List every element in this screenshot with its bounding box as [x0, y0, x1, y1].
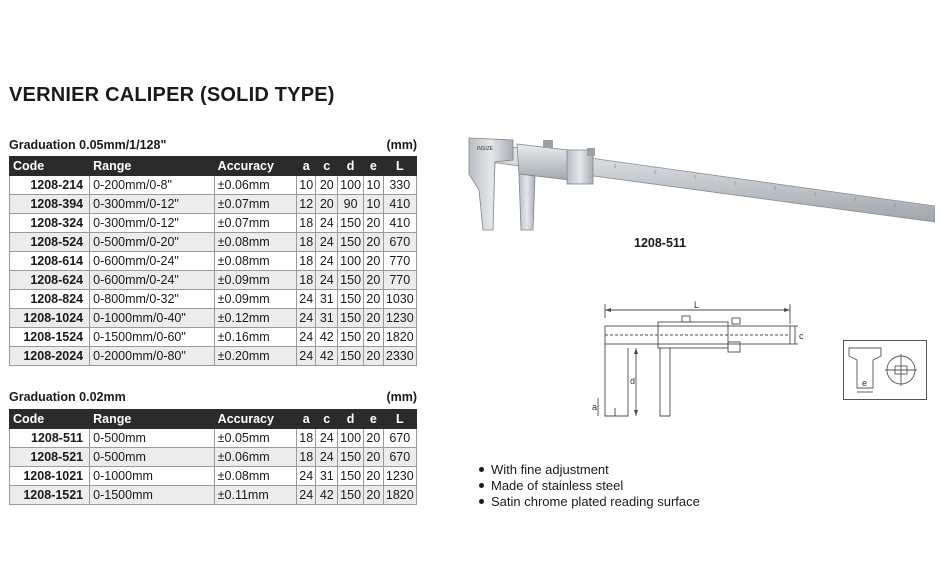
table-cell-code: 1208-1521 — [10, 486, 90, 505]
table-cell-c: 24 — [316, 214, 338, 233]
table-cell-code: 1208-511 — [10, 429, 90, 448]
table-row — [10, 467, 417, 486]
label-a: a — [592, 402, 598, 412]
table-cell-code: 1208-521 — [10, 448, 90, 467]
table-cell-d: 150 — [338, 486, 364, 505]
table-cell-a: 10 — [296, 176, 315, 195]
table-header-row — [10, 157, 417, 176]
label-e: e — [862, 378, 868, 388]
table-cell-d: 90 — [338, 195, 364, 214]
table-cell-c: 31 — [316, 290, 338, 309]
table-cell-c: 24 — [316, 252, 338, 271]
table-row — [10, 233, 417, 252]
table-cell-accuracy: ±0.20mm — [214, 347, 296, 366]
table-cell-l: 670 — [383, 448, 416, 467]
table-cell-e: 20 — [364, 448, 383, 467]
table-cell-d: 150 — [338, 448, 364, 467]
table-cell-e: 20 — [364, 467, 383, 486]
table-cell-d: 150 — [338, 467, 364, 486]
table-cell-accuracy: ±0.07mm — [214, 195, 296, 214]
table-cell-code: 1208-214 — [10, 176, 90, 195]
caliper-photo — [455, 130, 935, 240]
header-a: a — [296, 410, 315, 429]
list-item — [477, 478, 700, 494]
table-cell-a: 24 — [296, 309, 315, 328]
table-row — [10, 290, 417, 309]
header-c: c — [316, 410, 338, 429]
spec-table-2 — [9, 409, 417, 505]
table-cell-c: 42 — [316, 328, 338, 347]
header-code: Code — [10, 410, 90, 429]
table-cell-d: 100 — [338, 176, 364, 195]
table-cell-a: 18 — [296, 233, 315, 252]
table-cell-code: 1208-394 — [10, 195, 90, 214]
table-cell-accuracy: ±0.08mm — [214, 467, 296, 486]
spec-table-1 — [9, 156, 417, 366]
table-cell-l: 410 — [383, 195, 416, 214]
table-cell-d: 150 — [338, 290, 364, 309]
page-title: VERNIER CALIPER (SOLID TYPE) — [9, 84, 335, 106]
list-item — [477, 494, 700, 510]
table-cell-code: 1208-1024 — [10, 309, 90, 328]
list-item — [477, 462, 700, 478]
table-cell-range: 0-300mm/0-12" — [90, 195, 215, 214]
table-cell-accuracy: ±0.09mm — [214, 290, 296, 309]
brand-mark: INSIZE — [477, 146, 494, 152]
table-cell-e: 20 — [364, 309, 383, 328]
table-row — [10, 448, 417, 467]
table-cell-accuracy: ±0.16mm — [214, 328, 296, 347]
table-cell-a: 18 — [296, 252, 315, 271]
table-cell-e: 20 — [364, 429, 383, 448]
header-code: Code — [10, 157, 90, 176]
feature-text: Made of stainless steel — [491, 478, 624, 493]
table-cell-a: 18 — [296, 448, 315, 467]
table-cell-accuracy: ±0.11mm — [214, 486, 296, 505]
bullet-icon — [479, 483, 484, 488]
table-cell-a: 18 — [296, 429, 315, 448]
table-cell-accuracy: ±0.06mm — [214, 176, 296, 195]
label-d: d — [630, 376, 636, 386]
table-cell-c: 24 — [316, 271, 338, 290]
table-row — [10, 328, 417, 347]
table-cell-range: 0-1000mm/0-40" — [90, 309, 215, 328]
table-cell-l: 1820 — [383, 328, 416, 347]
table-cell-c: 31 — [316, 309, 338, 328]
model-label: 1208-511 — [634, 236, 687, 250]
table-cell-range: 0-600mm/0-24" — [90, 252, 215, 271]
jaw-detail — [843, 340, 927, 400]
table-cell-c: 31 — [316, 467, 338, 486]
table-cell-a: 24 — [296, 467, 315, 486]
header-d: d — [338, 157, 364, 176]
table-row — [10, 252, 417, 271]
table-cell-e: 20 — [364, 233, 383, 252]
header-d: d — [338, 410, 364, 429]
table-cell-e: 20 — [364, 486, 383, 505]
table-row — [10, 347, 417, 366]
table-cell-a: 24 — [296, 328, 315, 347]
label-L: L — [694, 300, 700, 310]
table-row — [10, 309, 417, 328]
table-cell-code: 1208-624 — [10, 271, 90, 290]
table-row — [10, 176, 417, 195]
feature-list — [477, 462, 700, 510]
table-cell-d: 150 — [338, 347, 364, 366]
table-cell-a: 18 — [296, 271, 315, 290]
table-cell-e: 20 — [364, 252, 383, 271]
feature-text: With fine adjustment — [491, 462, 609, 477]
header-range: Range — [90, 410, 215, 429]
table-row — [10, 486, 417, 505]
table-cell-accuracy: ±0.08mm — [214, 233, 296, 252]
table-row — [10, 271, 417, 290]
header-range: Range — [90, 157, 215, 176]
table-cell-d: 150 — [338, 328, 364, 347]
table-cell-e: 20 — [364, 347, 383, 366]
table-cell-l: 770 — [383, 271, 416, 290]
table-cell-c: 42 — [316, 486, 338, 505]
table-cell-accuracy: ±0.05mm — [214, 429, 296, 448]
table-cell-range: 0-1500mm — [90, 486, 215, 505]
table-cell-range: 0-1000mm — [90, 467, 215, 486]
unit-label-2: (mm) — [386, 390, 417, 404]
table-cell-e: 20 — [364, 290, 383, 309]
table-cell-l: 1230 — [383, 467, 416, 486]
header-a: a — [296, 157, 315, 176]
table-cell-c: 24 — [316, 429, 338, 448]
table-cell-a: 18 — [296, 214, 315, 233]
table-cell-range: 0-1500mm/0-60" — [90, 328, 215, 347]
table-cell-code: 1208-324 — [10, 214, 90, 233]
table-cell-code: 1208-824 — [10, 290, 90, 309]
table-cell-e: 20 — [364, 328, 383, 347]
table-cell-l: 670 — [383, 429, 416, 448]
table-cell-range: 0-800mm/0-32" — [90, 290, 215, 309]
table-cell-accuracy: ±0.12mm — [214, 309, 296, 328]
table-cell-e: 20 — [364, 214, 383, 233]
table-cell-c: 42 — [316, 347, 338, 366]
table-cell-code: 1208-524 — [10, 233, 90, 252]
table-cell-l: 770 — [383, 252, 416, 271]
table-cell-range: 0-600mm/0-24" — [90, 271, 215, 290]
table-cell-a: 24 — [296, 486, 315, 505]
feature-text: Satin chrome plated reading surface — [491, 494, 700, 509]
table-cell-code: 1208-1524 — [10, 328, 90, 347]
table-cell-code: 1208-2024 — [10, 347, 90, 366]
header-e: e — [364, 410, 383, 429]
table-cell-code: 1208-1021 — [10, 467, 90, 486]
table-cell-c: 20 — [316, 176, 338, 195]
table-cell-a: 24 — [296, 347, 315, 366]
table-cell-l: 670 — [383, 233, 416, 252]
table-cell-d: 150 — [338, 271, 364, 290]
header-c: c — [316, 157, 338, 176]
table-cell-l: 1030 — [383, 290, 416, 309]
table-cell-l: 330 — [383, 176, 416, 195]
table-cell-accuracy: ±0.08mm — [214, 252, 296, 271]
header-accuracy: Accuracy — [214, 410, 296, 429]
header-l: L — [383, 157, 416, 176]
table-cell-l: 410 — [383, 214, 416, 233]
table-cell-c: 24 — [316, 448, 338, 467]
bullet-icon — [479, 499, 484, 504]
graduation-heading-1 — [9, 138, 417, 152]
dimension-diagram — [590, 298, 805, 428]
table-header-row — [10, 410, 417, 429]
table-row — [10, 429, 417, 448]
graduation-heading-2 — [9, 390, 417, 404]
unit-label-1: (mm) — [386, 138, 417, 152]
table-cell-c: 20 — [316, 195, 338, 214]
header-e: e — [364, 157, 383, 176]
table-cell-range: 0-300mm/0-12" — [90, 214, 215, 233]
table-cell-l: 2330 — [383, 347, 416, 366]
table-cell-a: 24 — [296, 290, 315, 309]
table-cell-range: 0-500mm — [90, 448, 215, 467]
table-cell-e: 20 — [364, 271, 383, 290]
table-row — [10, 195, 417, 214]
table-cell-code: 1208-614 — [10, 252, 90, 271]
table-cell-d: 150 — [338, 309, 364, 328]
table-cell-range: 0-500mm — [90, 429, 215, 448]
bullet-icon — [479, 467, 484, 472]
graduation-label-2: Graduation 0.02mm — [9, 390, 126, 404]
table-cell-d: 100 — [338, 429, 364, 448]
graduation-label-1: Graduation 0.05mm/1/128" — [9, 138, 167, 152]
table-cell-a: 12 — [296, 195, 315, 214]
table-cell-l: 1230 — [383, 309, 416, 328]
header-l: L — [383, 410, 416, 429]
table-cell-accuracy: ±0.09mm — [214, 271, 296, 290]
table-cell-e: 10 — [364, 176, 383, 195]
label-c: c — [799, 331, 804, 341]
table-cell-l: 1820 — [383, 486, 416, 505]
table-row — [10, 214, 417, 233]
table-cell-range: 0-200mm/0-8" — [90, 176, 215, 195]
table-cell-d: 100 — [338, 252, 364, 271]
table-cell-accuracy: ±0.07mm — [214, 214, 296, 233]
table-cell-range: 0-2000mm/0-80" — [90, 347, 215, 366]
table-cell-c: 24 — [316, 233, 338, 252]
table-cell-e: 10 — [364, 195, 383, 214]
table-cell-d: 150 — [338, 233, 364, 252]
table-cell-d: 150 — [338, 214, 364, 233]
header-accuracy: Accuracy — [214, 157, 296, 176]
table-cell-accuracy: ±0.06mm — [214, 448, 296, 467]
table-cell-range: 0-500mm/0-20" — [90, 233, 215, 252]
